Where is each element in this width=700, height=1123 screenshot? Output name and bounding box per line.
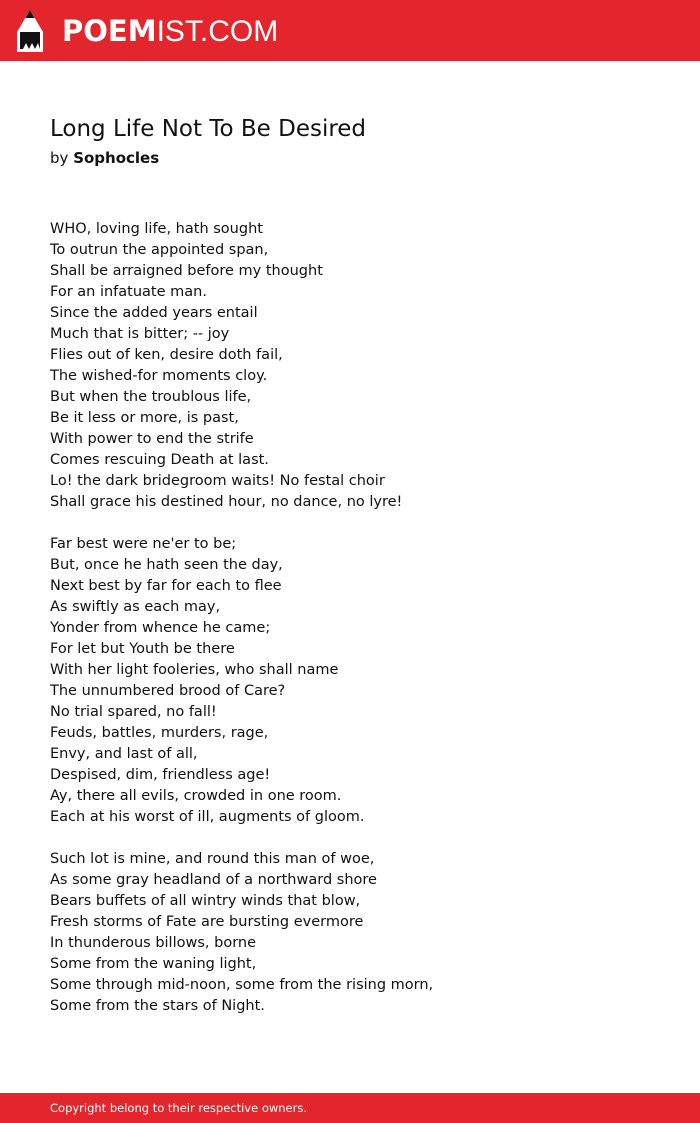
poem-line: Flies out of ken, desire doth fail, <box>50 347 283 363</box>
poem-line: The unnumbered brood of Care? <box>50 683 286 699</box>
poem-line: In thunderous billows, borne <box>50 935 257 951</box>
poem-line: Yonder from whence he came; <box>50 620 271 636</box>
poem-line: Far best were ne'er to be; <box>50 536 237 552</box>
poem-line: With power to end the strife <box>50 431 254 447</box>
poem-stanza <box>50 534 650 828</box>
poem-line: As swiftly as each may, <box>50 599 221 615</box>
by-label: by <box>50 149 69 167</box>
poem-line: Much that is bitter; -- joy <box>50 326 230 342</box>
poem-line: Since the added years entail <box>50 305 258 321</box>
poem-line: For an infatuate man. <box>50 284 207 300</box>
site-footer <box>0 1093 700 1123</box>
poem-line: Some from the waning light, <box>50 956 257 972</box>
poem-line: To outrun the appointed span, <box>50 242 269 258</box>
poem-stanza <box>50 849 650 1017</box>
poem-body <box>50 219 650 1038</box>
poem-line: With her light fooleries, who shall name <box>50 662 339 678</box>
poem-line: As some gray headland of a northward shore <box>50 872 377 888</box>
poem-line: But when the troublous life, <box>50 389 252 405</box>
poem-line: The wished-for moments cloy. <box>50 368 268 384</box>
poem-line: Comes rescuing Death at last. <box>50 452 269 468</box>
poem-line: Be it less or more, is past, <box>50 410 239 426</box>
poem-line: Bears buffets of all wintry winds that blow, <box>50 893 361 909</box>
poem-line: WHO, loving life, hath sought <box>50 221 263 237</box>
poem-line: No trial spared, no fall! <box>50 704 217 720</box>
poem-line: Lo! the dark bridegroom waits! No festal choir <box>50 473 385 489</box>
poem-line: Each at his worst of ill, augments of gloom. <box>50 809 365 825</box>
brand-light-text: IST.COM <box>156 15 279 48</box>
site-header <box>0 0 700 61</box>
poem-line: Some from the stars of Night. <box>50 998 265 1014</box>
author-name: Sophocles <box>73 149 160 167</box>
poem-line: Envy, and last of all, <box>50 746 198 762</box>
poem-title: Long Life Not To Be Desired <box>50 116 367 142</box>
copyright-text: Copyright belong to their respective owners. <box>50 1101 308 1115</box>
byline <box>50 149 159 167</box>
poem-line: Despised, dim, friendless age! <box>50 767 271 783</box>
poem-line: But, once he hath seen the day, <box>50 557 283 573</box>
poem-line: Some through mid-noon, some from the rising morn, <box>50 977 434 993</box>
site-logo-text[interactable] <box>62 11 278 51</box>
poem-line: Shall be arraigned before my thought <box>50 263 323 279</box>
poem-line: Such lot is mine, and round this man of woe, <box>50 851 375 867</box>
poem-line: Shall grace his destined hour, no dance, no lyre! <box>50 494 403 510</box>
poem-line: Fresh storms of Fate are bursting evermore <box>50 914 364 930</box>
brand-bold-text: POEM <box>62 14 157 48</box>
poem-line: Ay, there all evils, crowded in one room. <box>50 788 342 804</box>
poem-line: Feuds, battles, murders, rage, <box>50 725 269 741</box>
poem-line: Next best by far for each to flee <box>50 578 282 594</box>
pencil-logo-icon[interactable] <box>17 10 43 52</box>
poem-line: For let but Youth be there <box>50 641 235 657</box>
poem-stanza <box>50 219 650 513</box>
